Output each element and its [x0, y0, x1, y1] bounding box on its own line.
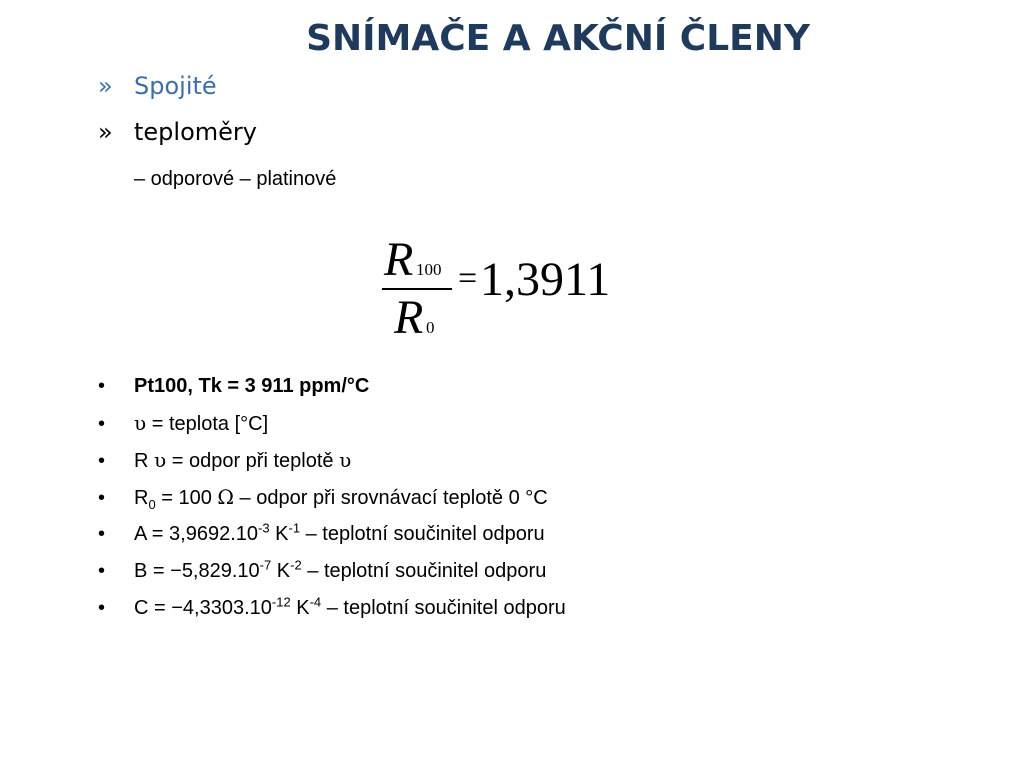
level1-label: Spojité	[134, 72, 217, 100]
ratio-value: 1,3911	[480, 253, 611, 306]
upsilon-symbol: υ	[134, 411, 147, 435]
item-text-2: – odpor při srovnávací teplotě 0 °C	[234, 487, 548, 509]
bullet-icon: •	[98, 413, 106, 435]
item-text: = odpor při teplotě	[166, 450, 340, 472]
item-prefix: R	[134, 450, 154, 472]
unit: K	[290, 597, 310, 619]
bullet-icon: •	[98, 597, 106, 619]
level1-item-teplomery	[98, 118, 257, 146]
list-item	[98, 483, 566, 520]
sub-item-platinove: – odporové – platinové	[134, 168, 337, 190]
subscript: 0	[148, 497, 156, 512]
bullet-icon: •	[98, 375, 106, 397]
unit: K	[271, 560, 291, 582]
item-text: = teplota [°C]	[146, 413, 269, 435]
numerator-symbol: R	[384, 233, 414, 286]
item-text: – teplotní součinitel odporu	[321, 597, 566, 619]
equals-sign: =	[458, 260, 478, 297]
upsilon-symbol: υ	[154, 448, 167, 472]
bullet-icon: •	[98, 487, 106, 509]
chevron-bullet-icon: »	[98, 118, 113, 146]
item-prefix: A = 3,9692.10	[134, 523, 259, 545]
resistance-ratio-formula	[376, 228, 636, 348]
list-item	[98, 372, 566, 409]
list-item	[98, 409, 566, 446]
omega-symbol: Ω	[217, 485, 234, 509]
upsilon-symbol: υ	[339, 448, 352, 472]
slide-title: SNÍMAČE A AKČNÍ ČLENY	[306, 18, 810, 59]
level1-item-spojite	[98, 72, 217, 100]
bullet-icon: •	[98, 450, 106, 472]
list-item	[98, 446, 566, 483]
list-item	[98, 557, 566, 594]
list-item	[98, 520, 566, 557]
bullet-icon: •	[98, 523, 106, 545]
unit-exponent: -2	[290, 557, 302, 573]
list-item	[98, 594, 566, 631]
denominator-subscript: 0	[426, 318, 435, 337]
unit-exponent: -4	[309, 594, 322, 610]
numerator-subscript: 100	[416, 260, 442, 279]
exponent: -12	[271, 594, 291, 610]
unit: K	[269, 523, 289, 545]
level1-label: teploměry	[134, 118, 257, 146]
item-prefix: B = −5,829.10	[134, 560, 260, 582]
exponent: -3	[258, 520, 270, 536]
definition-list	[98, 372, 566, 631]
denominator-symbol: R	[394, 291, 424, 344]
item-text: – teplotní součinitel odporu	[301, 560, 547, 582]
item-text: = 100	[155, 487, 218, 509]
chevron-bullet-icon: »	[98, 72, 113, 100]
pt100-spec: Pt100, Tk = 3 911 ppm/°C	[134, 375, 370, 397]
bullet-icon: •	[98, 560, 106, 582]
item-prefix: R	[134, 487, 149, 509]
exponent: -7	[259, 557, 272, 573]
unit-exponent: -1	[288, 520, 301, 536]
item-text: – teplotní součinitel odporu	[300, 523, 545, 545]
item-prefix: C = −4,3303.10	[134, 597, 272, 619]
